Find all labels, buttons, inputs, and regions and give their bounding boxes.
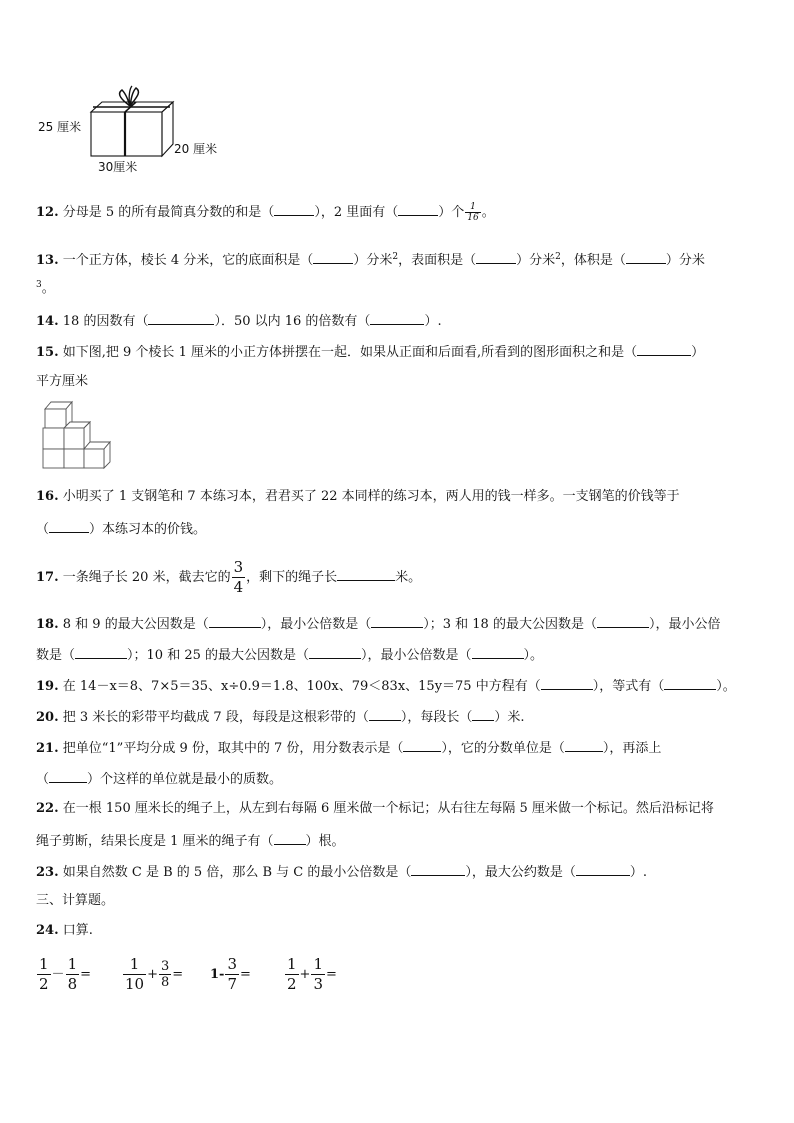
question-21: 21. 把单位“1”平均分成 9 份，取其中的 7 份，用分数表示是（ ），它的分数单位是（ ），再添上	[36, 741, 662, 756]
expression-4: $\frac{1}{2}$ + $\frac{1}{3}$ =	[287, 955, 337, 993]
question-number: 19.	[36, 679, 59, 694]
question-number: 12.	[36, 205, 59, 220]
section-heading: 三、计算题。	[36, 893, 115, 908]
box-width-label: 20 厘米	[174, 142, 218, 156]
question-13-cont: $^3$。	[36, 280, 55, 296]
fraction: $\frac{3}{4}$	[233, 558, 244, 596]
answer-blank[interactable]	[369, 708, 401, 721]
expression-1: $\frac{1}{2}$ － $\frac{1}{8}$ =	[39, 955, 92, 993]
answer-blank[interactable]	[664, 677, 716, 690]
answer-blank[interactable]	[371, 615, 423, 628]
answer-blank[interactable]	[411, 863, 465, 876]
question-24: 24. 口算.	[36, 923, 93, 938]
cubes-icon	[40, 400, 120, 470]
question-20: 20. 把 3 米长的彩带平均截成 7 段，每段是这根彩带的（ ），每段长（ ）米.	[36, 710, 525, 725]
question-number: 21.	[36, 741, 59, 756]
answer-blank[interactable]	[565, 739, 603, 752]
question-23: 23. 如果自然数 C 是 B 的 5 倍，那么 B 与 C 的最小公倍数是（ ），最大公约数是（ ）.	[36, 865, 648, 880]
gift-box-figure	[36, 82, 236, 178]
fraction: $\frac{3}{7}$	[227, 955, 237, 993]
box-height-label: 25 厘米	[38, 120, 82, 134]
answer-blank[interactable]	[309, 646, 361, 659]
question-number: 23.	[36, 865, 59, 880]
question-14: 14. 18 的因数有（ ）．50 以内 16 的倍数有（ ）.	[36, 314, 442, 329]
question-18: 18. 8 和 9 的最大公因数是（ ），最小公倍数是（ ）；3 和 18 的最大公因数是（ ），最小公倍	[36, 617, 721, 632]
answer-blank[interactable]	[49, 520, 89, 533]
question-number: 24.	[36, 923, 59, 938]
question-number: 13.	[36, 253, 59, 268]
answer-blank[interactable]	[337, 568, 395, 581]
answer-blank[interactable]	[541, 677, 593, 690]
cube-stack-figure	[40, 400, 120, 470]
expression-3: 1- $\frac{3}{7}$ =	[210, 955, 251, 993]
question-number: 14.	[36, 314, 59, 329]
question-number: 17.	[36, 570, 59, 585]
answer-blank[interactable]	[313, 251, 353, 264]
answer-blank[interactable]	[209, 615, 261, 628]
question-number: 18.	[36, 617, 59, 632]
question-number: 16.	[36, 489, 59, 504]
question-12: 12. 分母是 5 的所有最简真分数的和是（ ），2 里面有（ ）个 $\frac{1}{16}$ 。	[36, 202, 495, 223]
question-15-cont: 平方厘米	[36, 374, 89, 389]
fraction: $\frac{1}{2}$	[287, 955, 297, 993]
question-number: 20.	[36, 710, 59, 725]
question-17: 17. 一条绳子长 20 米，截去它的 $\frac{3}{4}$ ，剩下的绳子长 米。	[36, 558, 422, 596]
box-length-label: 30厘米	[98, 160, 138, 174]
answer-blank[interactable]	[597, 615, 649, 628]
answer-blank[interactable]	[49, 770, 87, 783]
question-19: 19. 在 14－x＝8、7×5＝35、x÷0.9＝1.8、100x、79＜83x、15y＝75 中方程有（ ），等式有（ ）。	[36, 679, 736, 694]
question-number: 22.	[36, 801, 59, 816]
question-22: 22. 在一根 150 厘米长的绳子上，从左到右每隔 6 厘米做一个标记；从右往左每隔 5 厘米做一个标记。然后沿标记将	[36, 801, 714, 816]
answer-blank[interactable]	[576, 863, 630, 876]
question-15: 15. 如下图,把 9 个棱长 1 厘米的小正方体拼摆在一起．如果从正面和后面看,所看到的图形面积之和是（ ）	[36, 345, 705, 360]
question-16: 16. 小明买了 1 支钢笔和 7 本练习本，君君买了 22 本同样的练习本，两人用的钱一样多。一支钢笔的价钱等于	[36, 489, 680, 504]
fraction: $\frac{1}{2}$	[39, 955, 49, 993]
question-13: 13. 一个正方体，棱长 4 分米，它的底面积是（ ）分米$^2$，表面积是（ ）分米$^2$，体积是（ ）分米	[36, 252, 705, 268]
answer-blank[interactable]	[274, 203, 314, 216]
fraction: $\frac{1}{3}$	[313, 955, 323, 993]
question-22-cont: 绳子剪断，结果长度是 1 厘米的绳子有（ ）根。	[36, 834, 345, 849]
answer-blank[interactable]	[398, 203, 438, 216]
answer-blank[interactable]	[637, 343, 691, 356]
fraction: $\frac{3}{8}$	[161, 959, 170, 990]
answer-blank[interactable]	[274, 832, 306, 845]
answer-blank[interactable]	[148, 312, 214, 325]
expression-2: $\frac{1}{10}$ + $\frac{3}{8}$ =	[125, 955, 184, 993]
answer-blank[interactable]	[403, 739, 441, 752]
answer-blank[interactable]	[370, 312, 424, 325]
fraction: $\frac{1}{8}$	[67, 955, 78, 993]
question-16-cont: （ ）本练习本的价钱。	[36, 522, 207, 537]
question-21-cont: （ ）个这样的单位就是最小的质数。	[36, 772, 283, 787]
answer-blank[interactable]	[472, 646, 524, 659]
question-number: 15.	[36, 345, 59, 360]
fraction: $\frac{1}{16}$	[467, 202, 479, 223]
answer-blank[interactable]	[626, 251, 666, 264]
fraction: $\frac{1}{10}$	[125, 955, 145, 993]
answer-blank[interactable]	[75, 646, 127, 659]
answer-blank[interactable]	[472, 708, 494, 721]
question-18-cont: 数是（ ）；10 和 25 的最大公因数是（ ），最小公倍数是（ ）。	[36, 648, 544, 663]
answer-blank[interactable]	[476, 251, 516, 264]
